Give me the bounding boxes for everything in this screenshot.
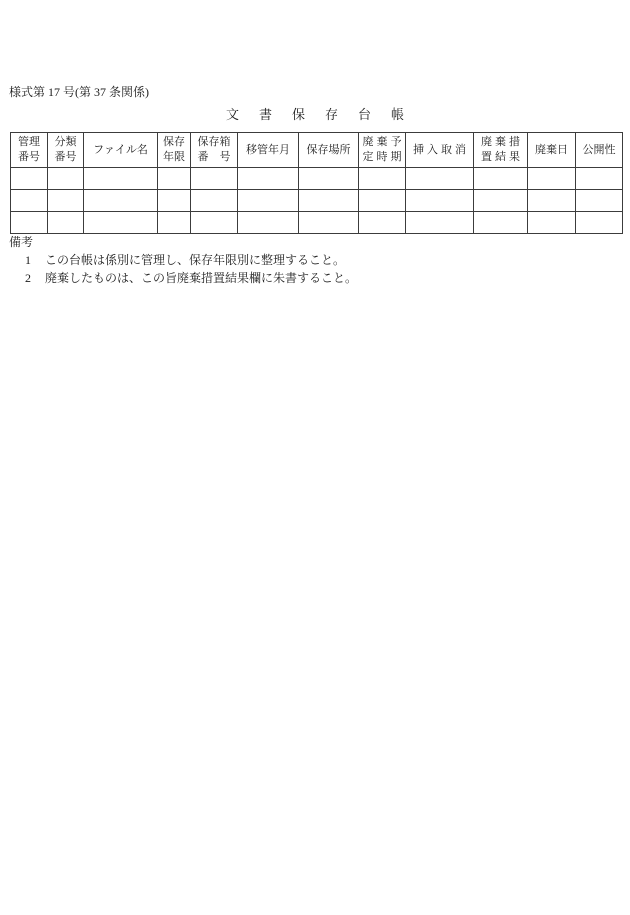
remarks-item (9, 253, 357, 267)
remark-number: 2 (25, 271, 31, 285)
col-header-storage-box-number (191, 133, 238, 168)
table-cell (528, 168, 576, 190)
table-cell (84, 212, 158, 234)
col-header-file-name (84, 133, 158, 168)
header-line: 廃棄日 (535, 143, 568, 156)
table-cell (406, 168, 474, 190)
header-line: 廃棄措 (481, 136, 523, 148)
header-line: 公開性 (582, 143, 616, 156)
col-header-transfer-date (238, 133, 299, 168)
table-cell (191, 190, 238, 212)
table-cell (299, 168, 359, 190)
table-row (11, 190, 623, 212)
col-header-retention-period (158, 133, 191, 168)
header-line: 番 号 (197, 151, 231, 163)
header-line: 管理 (18, 136, 40, 148)
table-cell (359, 190, 406, 212)
col-header-classification-number (48, 133, 84, 168)
header-row (11, 133, 623, 168)
remark-number: 1 (25, 253, 31, 267)
table-row (11, 212, 623, 234)
header-line: ファイル名 (93, 143, 148, 156)
table-cell (48, 190, 84, 212)
header-line: 保存場所 (306, 143, 351, 156)
col-header-disposal-date (528, 133, 576, 168)
table-cell (48, 168, 84, 190)
col-header-management-number (11, 133, 48, 168)
table-cell (48, 212, 84, 234)
remarks-heading: 備考 (9, 235, 34, 249)
header-line: 廃棄予 (362, 136, 405, 148)
header-line: 置結果 (481, 151, 523, 163)
col-header-storage-location (299, 133, 359, 168)
header-line: 移管年月 (246, 143, 290, 156)
table-cell (406, 212, 474, 234)
table-cell (576, 212, 623, 234)
table-cell (238, 212, 299, 234)
table-cell (528, 212, 576, 234)
table-cell (576, 190, 623, 212)
header-line: 年限 (163, 151, 185, 163)
page-title: 文書保存台帳 (225, 107, 424, 122)
header-line: 定時期 (362, 151, 405, 163)
table-cell (158, 190, 191, 212)
col-header-insertion-cancellation (406, 133, 474, 168)
table-cell (406, 190, 474, 212)
table-body (11, 168, 623, 234)
table-cell (11, 190, 48, 212)
table-cell (299, 190, 359, 212)
remarks-item (9, 271, 357, 285)
table-cell (474, 212, 528, 234)
header-line: 保存箱 (197, 136, 231, 148)
header-line: 番号 (18, 151, 40, 163)
col-header-disposal-result (474, 133, 528, 168)
form-number: 様式第 17 号(第 37 条関係) (9, 85, 149, 99)
table-cell (191, 168, 238, 190)
col-header-planned-disposal-date (359, 133, 406, 168)
table-cell (576, 168, 623, 190)
table-cell (238, 168, 299, 190)
header-line: 分類 (54, 136, 77, 148)
table-cell (359, 168, 406, 190)
table-cell (474, 190, 528, 212)
remark-text: 廃棄したものは、この旨廃棄措置結果欄に朱書すること。 (45, 271, 358, 285)
header-line: 挿入取消 (413, 143, 469, 156)
table-cell (474, 168, 528, 190)
table-cell (299, 212, 359, 234)
table-cell (11, 212, 48, 234)
header-line: 番号 (54, 151, 77, 163)
table-cell (191, 212, 238, 234)
table-cell (158, 168, 191, 190)
ledger-table (10, 132, 623, 234)
col-header-disclosure (576, 133, 623, 168)
table-cell (158, 212, 191, 234)
table-row (11, 168, 623, 190)
table-cell (238, 190, 299, 212)
remark-text: この台帳は係別に管理し、保存年限別に整理すること。 (45, 253, 346, 267)
table-cell (11, 168, 48, 190)
table-cell (359, 212, 406, 234)
table-cell (84, 190, 158, 212)
table-cell (528, 190, 576, 212)
remarks-section (9, 235, 357, 285)
header-line: 保存 (163, 136, 185, 148)
table-cell (84, 168, 158, 190)
